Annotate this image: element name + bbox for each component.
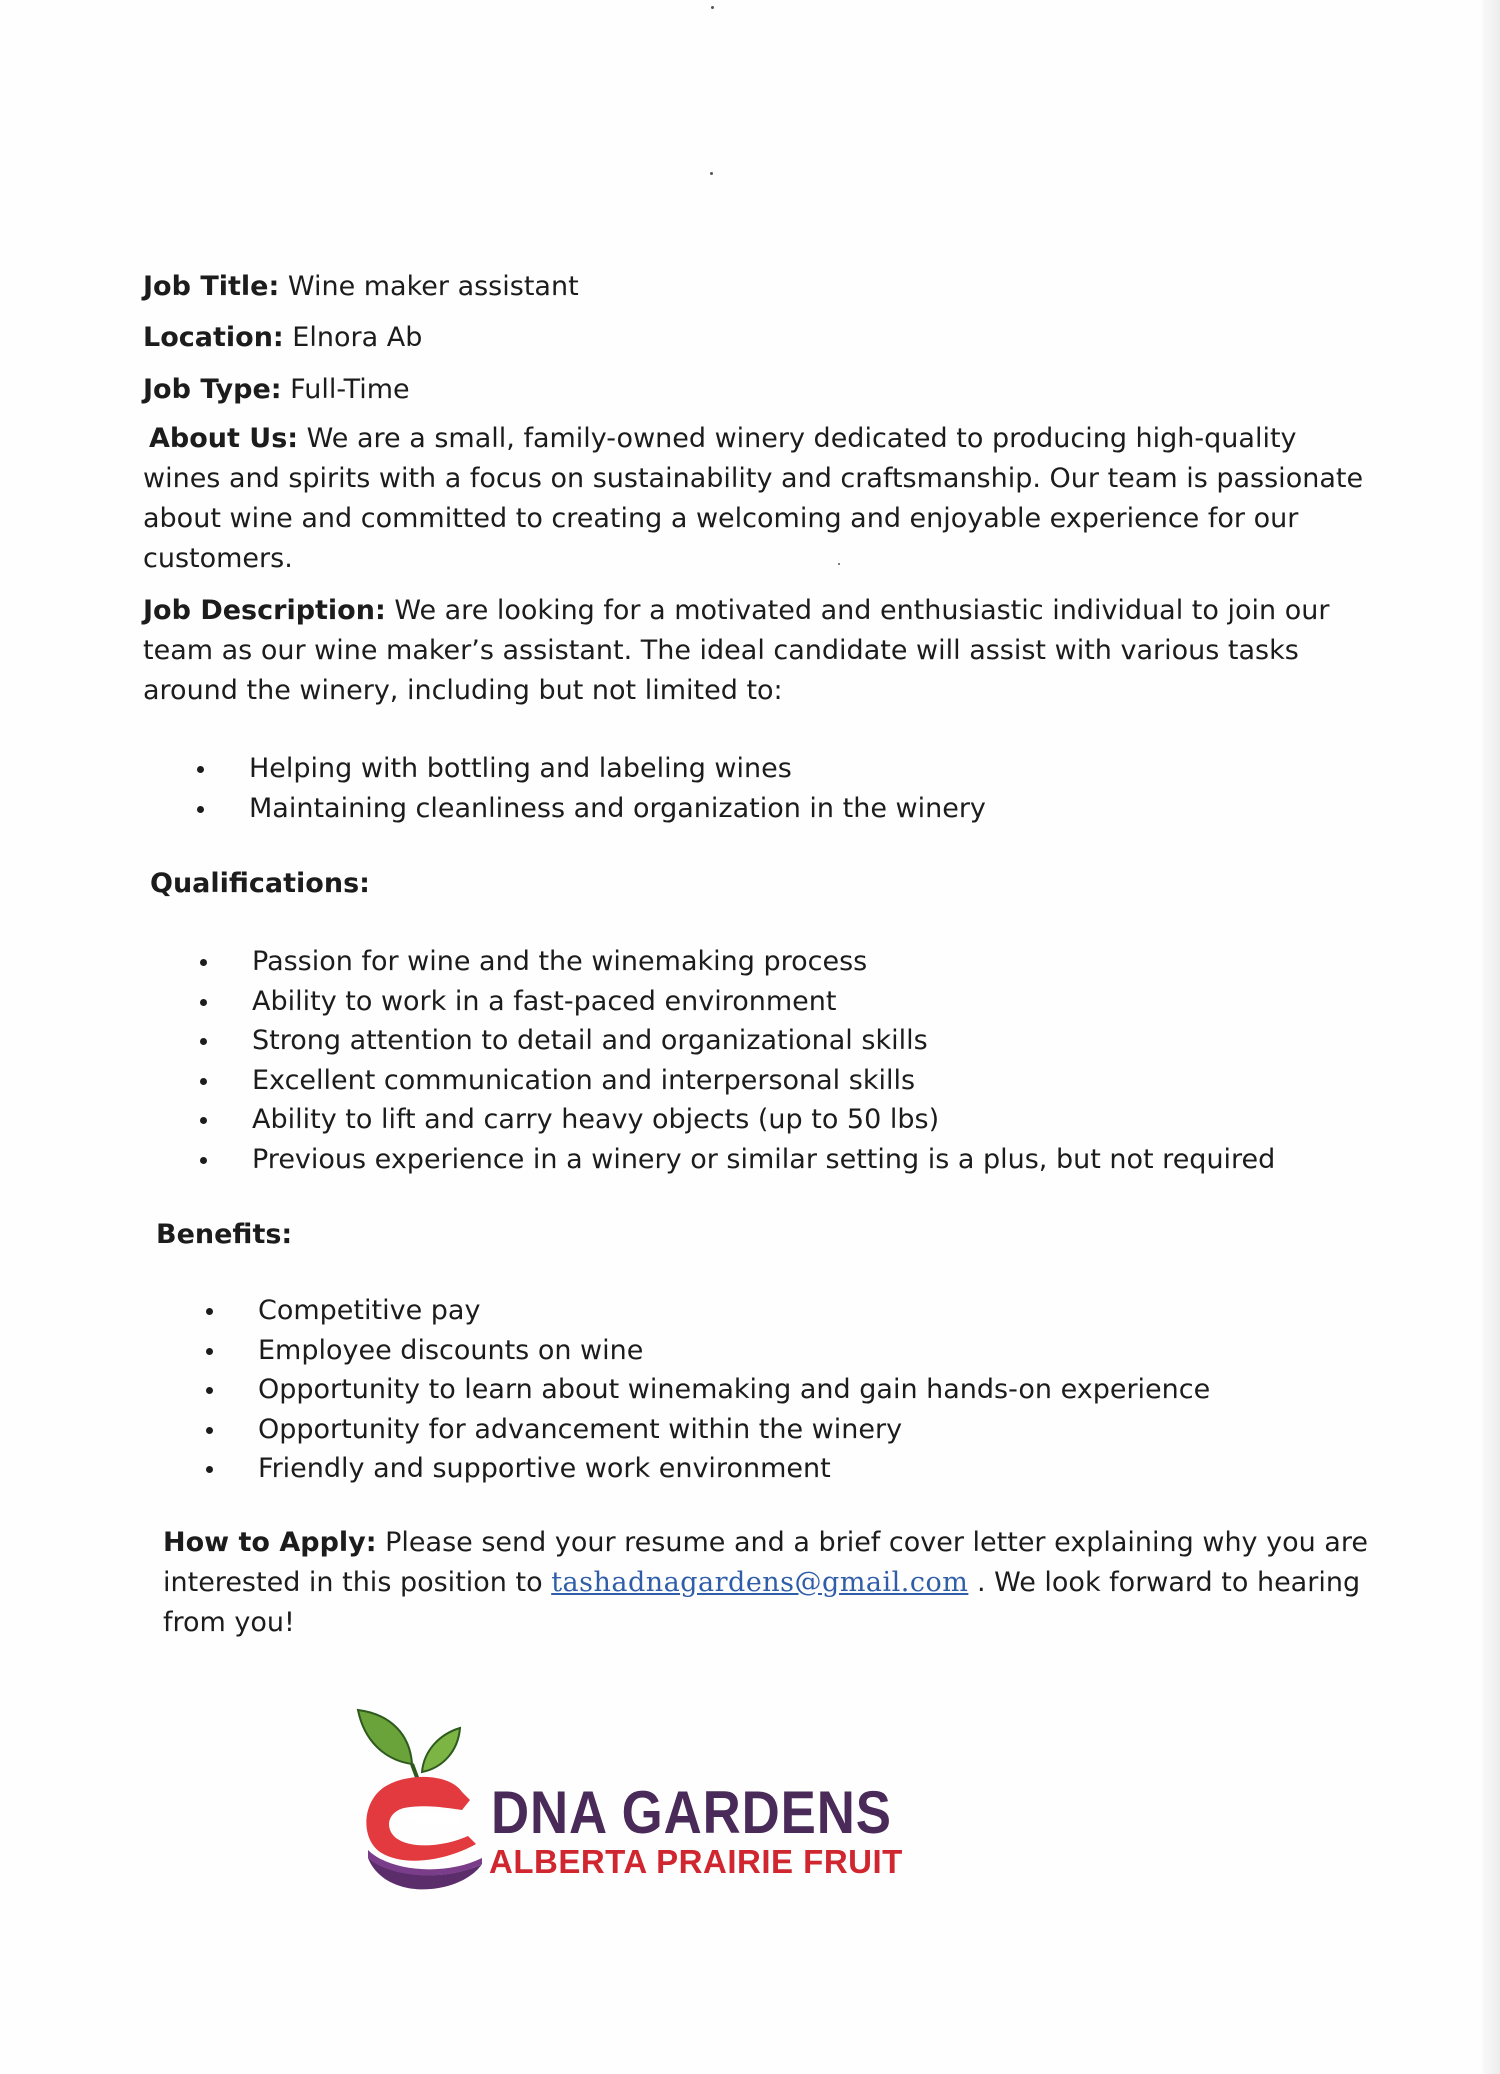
list-item: Friendly and supportive work environment bbox=[206, 1449, 1210, 1489]
job-type-value: Full-Time bbox=[281, 374, 410, 405]
list-item: Previous experience in a winery or similar setting is a plus, but not required bbox=[200, 1140, 1275, 1180]
about-text: We are a small, family-owned winery dedicated to producing high-quality wines and spirits with a focus on sustainability and craftsmanship. Our team is passionate about wine and committed to creating a welcoming and enjoyable experience for our customers. bbox=[143, 423, 1364, 574]
job-title-value: Wine maker assistant bbox=[279, 271, 579, 302]
list-item: Opportunity for advancement within the winery bbox=[206, 1410, 1210, 1450]
description-paragraph bbox=[143, 591, 1373, 711]
description-label: Job Description: bbox=[143, 595, 386, 626]
list-item: Employee discounts on wine bbox=[206, 1331, 1210, 1371]
list-item: Competitive pay bbox=[206, 1291, 1210, 1331]
email-link[interactable]: tashadnagardens@gmail.com bbox=[551, 1567, 969, 1598]
job-title-line bbox=[143, 267, 579, 307]
scan-speck bbox=[711, 6, 714, 9]
about-label: About Us: bbox=[149, 423, 299, 454]
logo-tagline: ALBERTA PRAIRIE FRUIT bbox=[489, 1843, 903, 1880]
apply-text-before: Please send your resume and a brief cover letter explaining why you are interested in this position to bbox=[163, 1527, 1368, 1598]
list-item: Ability to work in a fast-paced environment bbox=[200, 982, 1275, 1022]
logo-name: DNA GARDENS bbox=[491, 1779, 892, 1846]
benefits-heading: Benefits: bbox=[156, 1219, 293, 1250]
list-item: Helping with bottling and labeling wines bbox=[197, 749, 986, 789]
location-line bbox=[143, 318, 422, 358]
job-type-label: Job Type: bbox=[143, 374, 282, 405]
list-item: Ability to lift and carry heavy objects (up to 50 lbs) bbox=[200, 1100, 1275, 1140]
about-paragraph bbox=[143, 419, 1373, 579]
location-value: Elnora Ab bbox=[283, 322, 423, 353]
list-item: Opportunity to learn about winemaking and gain hands-on experience bbox=[206, 1370, 1210, 1410]
list-item: Maintaining cleanliness and organization in the winery bbox=[197, 789, 986, 829]
location-label: Location: bbox=[143, 322, 284, 353]
qualifications-heading: Qualifications: bbox=[150, 868, 370, 899]
job-type-line bbox=[143, 370, 410, 410]
description-text: We are looking for a motivated and enthusiastic individual to join our team as our wine maker’s assistant. The ideal candidate will assist with various tasks around the winery, including but not limited to: bbox=[143, 595, 1330, 706]
scan-speck bbox=[710, 172, 713, 175]
dna-gardens-logo bbox=[350, 1700, 930, 1900]
scan-edge-shadow bbox=[1482, 0, 1500, 2074]
fruit-logo-icon bbox=[350, 1700, 500, 1900]
apply-label: How to Apply: bbox=[163, 1527, 377, 1558]
list-item: Passion for wine and the winemaking process bbox=[200, 942, 1275, 982]
list-item: Strong attention to detail and organizational skills bbox=[200, 1021, 1275, 1061]
qualifications-list bbox=[200, 942, 1275, 1179]
apply-paragraph bbox=[163, 1523, 1373, 1643]
benefits-list bbox=[206, 1291, 1210, 1489]
list-item: Excellent communication and interpersonal skills bbox=[200, 1061, 1275, 1101]
apply-text-after: . We look forward to hearing from you! bbox=[163, 1567, 1361, 1638]
job-title-label: Job Title: bbox=[143, 271, 280, 302]
description-list bbox=[197, 749, 986, 828]
